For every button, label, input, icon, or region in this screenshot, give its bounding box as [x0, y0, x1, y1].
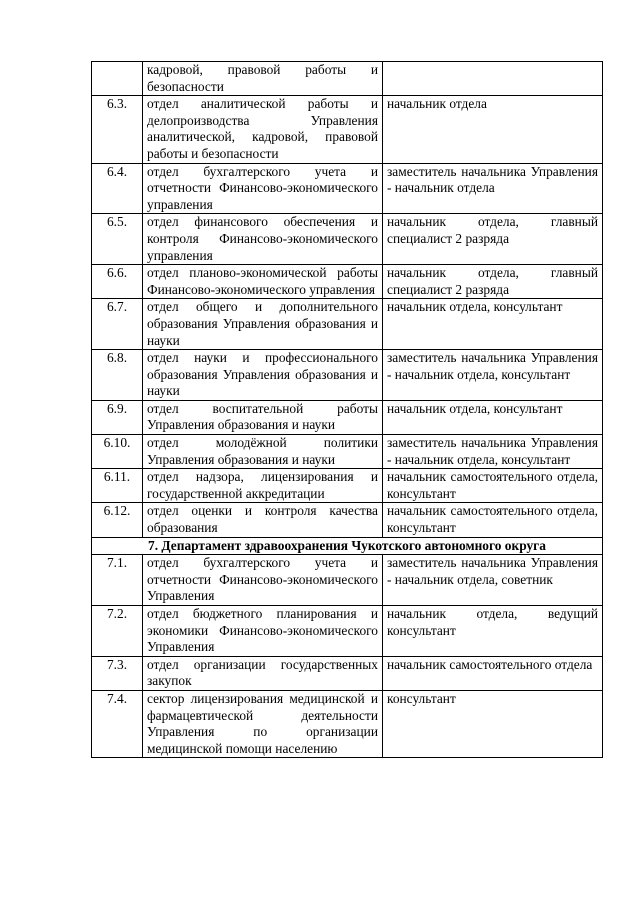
row-number: 6.7. [92, 299, 143, 350]
row-number: 6.8. [92, 350, 143, 401]
row-number: 6.5. [92, 214, 143, 265]
position-list: начальник отдела, консультант [383, 400, 603, 434]
position-list: начальник отдела, главный специалист 2 разряда [383, 214, 603, 265]
unit-name: отдел науки и профессионального образования Управления образования и науки [143, 350, 383, 401]
row-number: 7.2. [92, 606, 143, 657]
table-row [92, 555, 603, 606]
table-row [92, 606, 603, 657]
table-row [92, 503, 603, 537]
table-row [92, 469, 603, 503]
unit-name: кадровой, правовой работы и безопасности [143, 62, 383, 96]
unit-name: отдел бюджетного планирования и экономики Финансово-экономического Управления [143, 606, 383, 657]
table-row [92, 400, 603, 434]
section-header-row [92, 537, 603, 555]
unit-name: отдел общего и дополнительного образования Управления образования и науки [143, 299, 383, 350]
row-number: 6.11. [92, 469, 143, 503]
unit-name: отдел воспитательной работы Управления образования и науки [143, 400, 383, 434]
position-list: начальник самостоятельного отдела [383, 656, 603, 690]
positions-table [91, 61, 603, 758]
table-row [92, 163, 603, 214]
unit-name: сектор лицензирования медицинской и фармацевтической деятельности Управления по организации медицинской помощи населению [143, 690, 383, 757]
table-row [92, 96, 603, 163]
unit-name: отдел финансового обеспечения и контроля Финансово-экономического управления [143, 214, 383, 265]
table-row [92, 62, 603, 96]
table-row [92, 350, 603, 401]
unit-name: отдел планово-экономической работы Финансово-экономического управления [143, 265, 383, 299]
row-number: 6.6. [92, 265, 143, 299]
position-list: заместитель начальника Управления - начальник отдела, консультант [383, 435, 603, 469]
table-row [92, 656, 603, 690]
position-list: заместитель начальника Управления - начальник отдела, советник [383, 555, 603, 606]
row-number: 7.4. [92, 690, 143, 757]
position-list: заместитель начальника Управления - начальник отдела, консультант [383, 350, 603, 401]
unit-name: отдел бухгалтерского учета и отчетности Финансово-экономического Управления [143, 555, 383, 606]
unit-name: отдел оценки и контроля качества образования [143, 503, 383, 537]
position-list: начальник самостоятельного отдела, консультант [383, 469, 603, 503]
position-list: начальник отдела, консультант [383, 299, 603, 350]
position-list: начальник отдела, главный специалист 2 разряда [383, 265, 603, 299]
unit-name: отдел аналитической работы и делопроизводства Управления аналитической, кадровой, правовой работы и безопасности [143, 96, 383, 163]
row-number: 6.3. [92, 96, 143, 163]
table-row [92, 214, 603, 265]
table-row [92, 690, 603, 757]
position-list: консультант [383, 690, 603, 757]
row-number: 6.4. [92, 163, 143, 214]
unit-name: отдел молодёжной политики Управления образования и науки [143, 435, 383, 469]
table-row [92, 299, 603, 350]
unit-name: отдел бухгалтерского учета и отчетности Финансово-экономического управления [143, 163, 383, 214]
table-row [92, 435, 603, 469]
row-number: 6.10. [92, 435, 143, 469]
unit-name: отдел надзора, лицензирования и государственной аккредитации [143, 469, 383, 503]
row-number [92, 62, 143, 96]
position-list: начальник самостоятельного отдела, консультант [383, 503, 603, 537]
unit-name: отдел организации государственных закупок [143, 656, 383, 690]
position-list: начальник отдела, ведущий консультант [383, 606, 603, 657]
table-row [92, 265, 603, 299]
row-number: 6.12. [92, 503, 143, 537]
row-number: 7.1. [92, 555, 143, 606]
section-title: 7. Департамент здравоохранения Чукотского автономного округа [92, 537, 603, 555]
position-list: заместитель начальника Управления - начальник отдела [383, 163, 603, 214]
row-number: 6.9. [92, 400, 143, 434]
row-number: 7.3. [92, 656, 143, 690]
position-list [383, 62, 603, 96]
position-list: начальник отдела [383, 96, 603, 163]
